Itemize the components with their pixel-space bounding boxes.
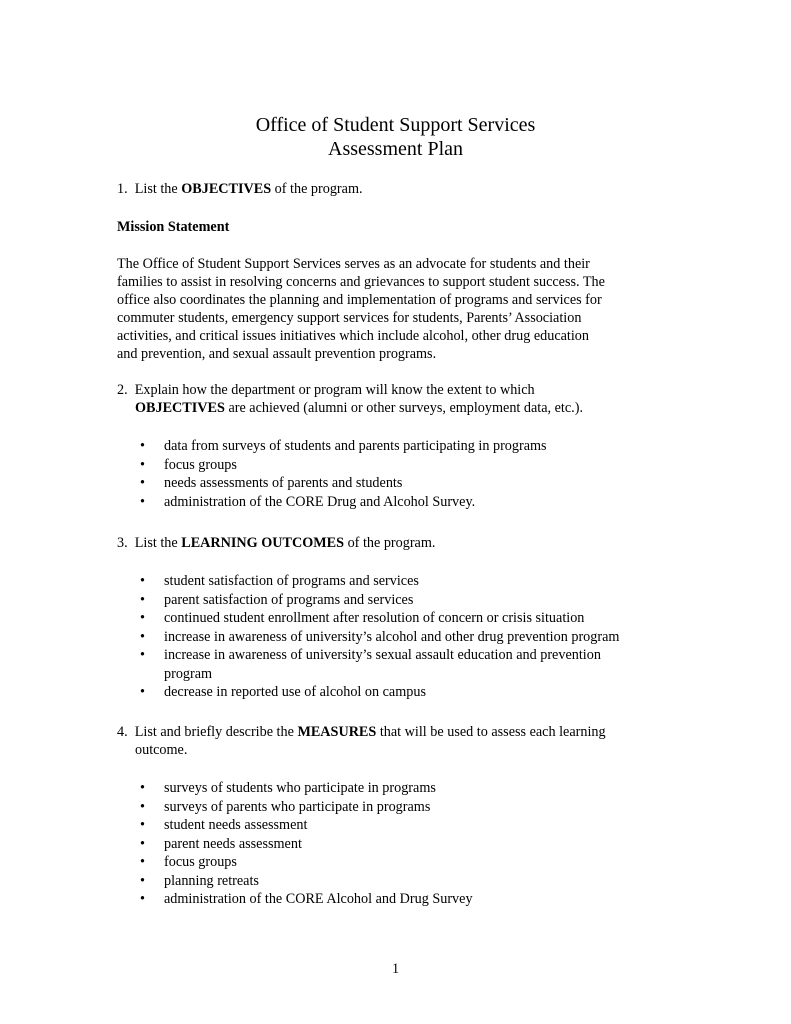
list-item: • administration of the CORE Alcohol and Drug Survey <box>0 890 473 909</box>
list-item: • student satisfaction of programs and services <box>0 572 619 591</box>
mission-line: activities, and critical issues initiatives which include alcohol, other drug education <box>117 328 589 344</box>
list-item: • increase in awareness of university’s sexual assault education and prevention <box>0 646 619 665</box>
bold-term: OBJECTIVES <box>181 181 272 197</box>
question-number: 3. <box>117 535 128 551</box>
question-4-bullets <box>0 779 473 909</box>
list-item: • needs assessments of parents and students <box>0 474 547 493</box>
question-3: 3. List the LEARNING OUTCOMES of the program. <box>117 535 436 551</box>
list-item: • data from surveys of students and parents participating in programs <box>0 437 547 456</box>
document-subtitle: Assessment Plan <box>328 138 463 160</box>
mission-line: commuter students, emergency support services for students, Parents’ Association <box>117 310 582 326</box>
mission-line: and prevention, and sexual assault prevention programs. <box>117 346 437 362</box>
list-item: • parent needs assessment <box>0 835 473 854</box>
list-item: • continued student enrollment after resolution of concern or crisis situation <box>0 609 619 628</box>
list-item: • planning retreats <box>0 872 473 891</box>
question-2-continued: OBJECTIVES are achieved (alumni or other surveys, employment data, etc.). <box>135 400 583 416</box>
question-4: 4. List and briefly describe the MEASURES that will be used to assess each learning <box>117 724 606 740</box>
list-item: • increase in awareness of university’s alcohol and other drug prevention program <box>0 628 619 647</box>
mission-line: office also coordinates the planning and implementation of programs and services for <box>117 292 602 308</box>
question-number: 2. <box>117 382 128 398</box>
list-item: • surveys of parents who participate in programs <box>0 798 473 817</box>
question-number: 1. <box>117 181 128 197</box>
list-item: • administration of the CORE Drug and Alcohol Survey. <box>0 493 547 512</box>
question-1: 1. List the OBJECTIVES of the program. <box>117 181 363 197</box>
bold-term: OBJECTIVES <box>135 400 225 416</box>
list-item: • student needs assessment <box>0 816 473 835</box>
question-number: 4. <box>117 724 128 740</box>
list-item-continuation: program <box>164 665 213 682</box>
question-4-continued: outcome. <box>135 742 188 758</box>
bold-term: LEARNING OUTCOMES <box>181 535 345 551</box>
bold-term: MEASURES <box>297 724 377 740</box>
mission-heading: Mission Statement <box>117 219 230 235</box>
page-number: 1 <box>391 961 400 977</box>
mission-line: families to assist in resolving concerns and grievances to support student success. The <box>117 274 605 290</box>
list-item: • parent satisfaction of programs and services <box>0 591 619 610</box>
document-title: Office of Student Support Services <box>255 114 536 136</box>
question-2: 2. Explain how the department or program will know the extent to which <box>117 382 535 398</box>
list-item: • surveys of students who participate in programs <box>0 779 473 798</box>
mission-line: The Office of Student Support Services serves as an advocate for students and their <box>117 256 590 272</box>
list-item: • focus groups <box>0 853 473 872</box>
list-item: • focus groups <box>0 456 547 475</box>
list-item: • decrease in reported use of alcohol on campus <box>0 683 619 702</box>
question-3-bullets <box>0 572 619 702</box>
question-2-bullets <box>0 437 547 511</box>
